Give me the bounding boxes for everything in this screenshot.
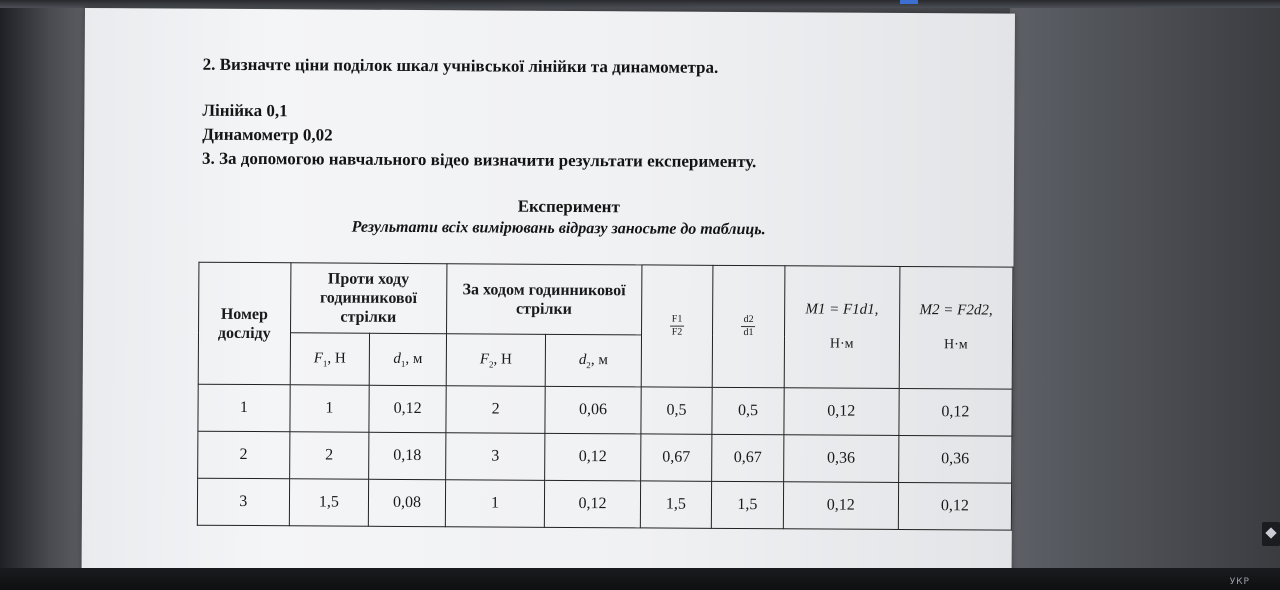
ruler-value: Лінійка 0,1 bbox=[202, 100, 288, 121]
header-clockwise bbox=[446, 264, 641, 335]
cell-F2: 2 bbox=[446, 386, 546, 434]
cell-d2: 0,12 bbox=[545, 433, 641, 481]
moment-1-formula: M1 = F1d1, bbox=[805, 301, 879, 318]
f2-index: 2 bbox=[489, 358, 494, 370]
cell-ratio-d: 1,5 bbox=[712, 481, 784, 528]
subheader-F2 bbox=[446, 334, 546, 387]
cell-F1: 2 bbox=[289, 432, 369, 479]
table-row bbox=[197, 478, 1011, 530]
subheader-d2 bbox=[545, 334, 641, 387]
cell-number: 1 bbox=[198, 384, 290, 432]
cell-d2: 0,06 bbox=[545, 386, 641, 434]
experiment-subtitle: Результати всіх вимірювань відразу заносьте до таблиць. bbox=[351, 218, 766, 239]
results-table bbox=[197, 262, 1014, 531]
document-content bbox=[82, 8, 1015, 586]
ratio-d-denominator: d1 bbox=[743, 327, 754, 339]
ratio-f-numerator: F1 bbox=[670, 314, 685, 327]
cell-M1: 0,36 bbox=[783, 435, 898, 483]
table-header-row bbox=[199, 262, 1013, 337]
d2-index: 2 bbox=[586, 359, 591, 370]
moment-2-formula: M2 = F2d2, bbox=[919, 302, 993, 319]
d1-symbol: d bbox=[393, 350, 401, 367]
cell-d1: 0,08 bbox=[369, 479, 446, 526]
header-counterclockwise bbox=[290, 263, 447, 334]
dynamometer-value: Динамометр 0,02 bbox=[202, 124, 333, 145]
top-window-edge bbox=[0, 0, 1280, 8]
subheader-F1 bbox=[290, 333, 370, 385]
cell-d2: 0,12 bbox=[545, 480, 641, 528]
f1-index: 1 bbox=[322, 357, 328, 368]
cell-F1: 1,5 bbox=[289, 479, 369, 526]
f2-symbol: F bbox=[479, 350, 490, 367]
cell-F2: 1 bbox=[445, 480, 545, 528]
heading-task-2: 2. Визначте ціни поділок шкал учнівської лінійки та динамометра. bbox=[202, 54, 719, 77]
experiment-title: Експеримент bbox=[517, 196, 620, 217]
heading-task-3: 3. За допомогою навчального відео визначити результати експерименту. bbox=[202, 148, 757, 172]
cell-d1: 0,18 bbox=[369, 432, 446, 479]
cell-number: 2 bbox=[198, 431, 290, 479]
document-page bbox=[82, 8, 1015, 586]
cell-d1: 0,12 bbox=[369, 385, 446, 432]
cell-ratio-d: 0,67 bbox=[712, 434, 784, 481]
table-row bbox=[198, 431, 1012, 483]
cell-M2: 0,12 bbox=[899, 388, 1012, 436]
d1-unit: , м bbox=[405, 350, 423, 367]
moment-2-unit: Н·м bbox=[943, 337, 968, 353]
moment-1-unit: Н·м bbox=[829, 336, 854, 352]
ratio-d-numerator: d2 bbox=[742, 314, 756, 327]
header-ratio-d bbox=[712, 265, 784, 387]
header-moment-2 bbox=[899, 266, 1013, 389]
cell-F2: 3 bbox=[446, 433, 546, 481]
header-number-label: Номер досліду bbox=[217, 305, 271, 342]
subheader-d1 bbox=[369, 333, 446, 385]
f1-unit: , Н bbox=[327, 349, 346, 367]
header-moment-1 bbox=[784, 266, 900, 389]
f2-unit: , Н bbox=[493, 351, 512, 368]
d2-unit: , м bbox=[590, 351, 608, 368]
ratio-f-fraction bbox=[670, 314, 685, 339]
header-counterclockwise-label: Проти ходу годинникової стрілки bbox=[319, 270, 417, 326]
cell-ratio-f: 1,5 bbox=[640, 481, 712, 528]
cell-M1: 0,12 bbox=[784, 388, 899, 436]
header-ratio-f bbox=[641, 265, 713, 387]
d1-index: 1 bbox=[400, 358, 406, 369]
header-clockwise-label: За ходом годинникової стрілки bbox=[462, 280, 626, 318]
cell-ratio-f: 0,67 bbox=[640, 434, 712, 481]
scroll-to-top-icon[interactable] bbox=[1262, 522, 1280, 546]
header-number bbox=[198, 262, 290, 385]
d2-symbol: d bbox=[578, 351, 587, 368]
f1-symbol: F bbox=[313, 349, 323, 366]
cell-number: 3 bbox=[197, 478, 289, 526]
cell-M2: 0,36 bbox=[898, 435, 1011, 483]
ratio-f-denominator: F2 bbox=[671, 326, 683, 338]
language-indicator[interactable]: УКР bbox=[1229, 577, 1250, 587]
cell-ratio-d: 0,5 bbox=[712, 387, 784, 434]
ratio-d-fraction bbox=[741, 314, 755, 339]
taskbar bbox=[0, 568, 1280, 590]
cell-ratio-f: 0,5 bbox=[641, 387, 713, 434]
cell-M1: 0,12 bbox=[783, 482, 898, 530]
monitor-background-right bbox=[1010, 0, 1280, 590]
table-row bbox=[198, 384, 1012, 436]
cell-M2: 0,12 bbox=[898, 482, 1011, 530]
window-accent bbox=[900, 0, 918, 4]
cell-F1: 1 bbox=[289, 385, 369, 432]
